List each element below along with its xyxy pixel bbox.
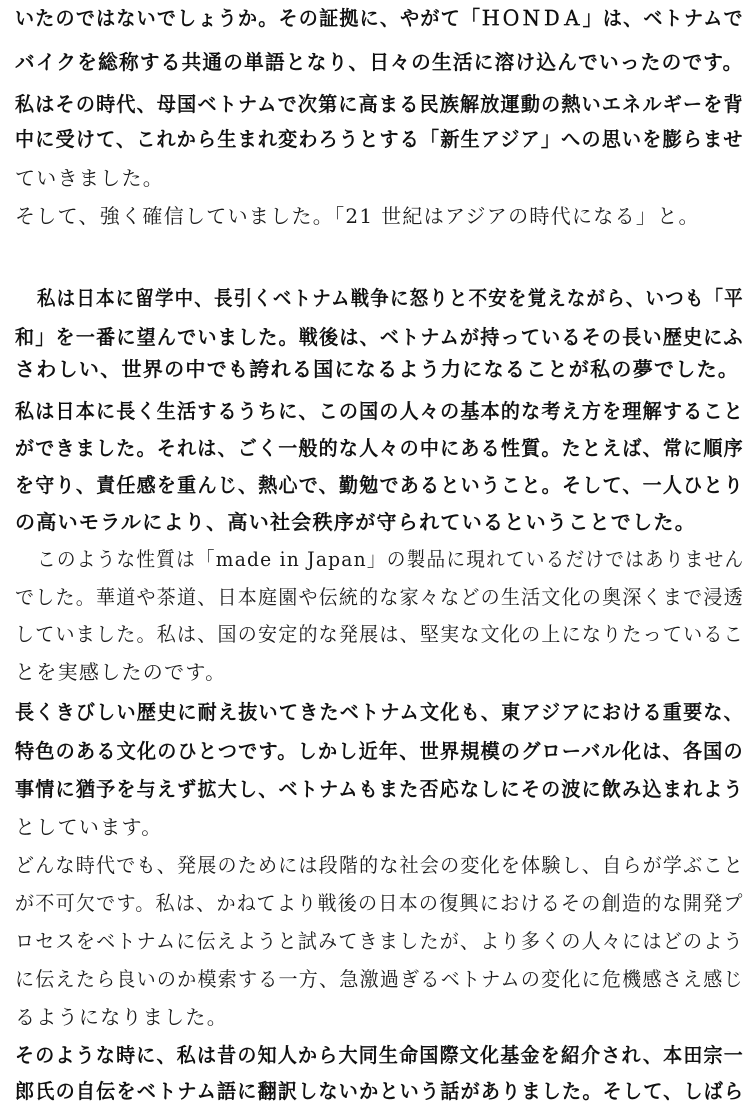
- text-line: 郎氏の自伝をベトナム語に翻訳しないかという話がありました。そして、しばら: [15, 1079, 745, 1103]
- text-line: が不可欠です。私は、かねてより戦後の日本の復興におけるその創造的な開発プ: [15, 891, 744, 915]
- text-line: ていきました。: [15, 166, 165, 190]
- text-line: ができました。それは、ごく一般的な人々の中にある性質。たとえば、常に順序: [15, 436, 744, 460]
- text-line: を守り、責任感を重んじ、熱心で、勤勉であるということ。そして、一人ひとり: [15, 473, 745, 497]
- text-line: 事情に猶予を与えず拡大し、ベトナムもまた否応なしにその波に飲み込まれよう: [15, 777, 744, 801]
- text-line: 長くきびしい歴史に耐え抜いてきたベトナム文化も、東アジアにおける重要な、: [15, 700, 744, 724]
- text-line: 特色のある文化のひとつです。しかし近年、世界規模のグローバル化は、各国の: [15, 739, 744, 763]
- text-line: 私は日本に長く生活するうちに、この国の人々の基本的な考え方を理解すること: [15, 399, 744, 423]
- text-line: とを実感したのです。: [15, 660, 227, 684]
- text-line: としています。: [15, 815, 163, 839]
- paragraph-first-line: このような性質は「made in Japan」の製品に現れているだけではありません: [37, 547, 745, 571]
- text-line: そして、強く確信していました。「21 世紀はアジアの時代になる」と。: [15, 204, 700, 228]
- text-line: 私はその時代、母国ベトナムで次第に高まる民族解放運動の熱いエネルギーを背: [15, 92, 744, 116]
- text-line: そのような時に、私は昔の知人から大同生命国際文化基金を紹介され、本田宗一: [15, 1043, 744, 1067]
- text-line: さわしい、世界の中でも誇れる国になるよう力になることが私の夢でした。: [15, 357, 740, 381]
- text-line: 和」を一番に望んでいました。戦後は、ベトナムが持っているその長い歴史にふ: [15, 325, 744, 349]
- text-line: に伝えたら良いのか模索する一方、急激過ぎるベトナムの変化に危機感さえ感じ: [15, 967, 744, 991]
- paragraph-first-line: 私は日本に留学中、長引くベトナム戦争に怒りと不安を覚えながら、いつも「平: [37, 286, 744, 310]
- text-line: どんな時代でも、発展のためには段階的な社会の変化を体験し、自らが学ぶこと: [15, 853, 744, 877]
- text-line: るようになりました。: [15, 1005, 228, 1029]
- text-line: の高いモラルにより、高い社会秩序が守られているということでした。: [15, 510, 696, 534]
- text-line: ロセスをベトナムに伝えようと試みてきましたが、より多くの人々にはどのよう: [15, 929, 744, 953]
- text-line: でした。華道や茶道、日本庭園や伝統的な家々などの生活文化の奥深くまで浸透: [15, 585, 744, 609]
- text-line: いたのではないでしょうか。その証拠に、やがて「ＨＯＮＤＡ」は、ベトナムで: [15, 6, 744, 30]
- text-line: バイクを総称する共通の単語となり、日々の生活に溶け込んでいったのです。: [15, 50, 744, 74]
- text-line: していました。私は、国の安定的な発展は、堅実な文化の上になりたっているこ: [15, 622, 744, 646]
- text-line: 中に受けて、これから生まれ変わろうとする「新生アジア」への思いを膨らませ: [15, 127, 744, 151]
